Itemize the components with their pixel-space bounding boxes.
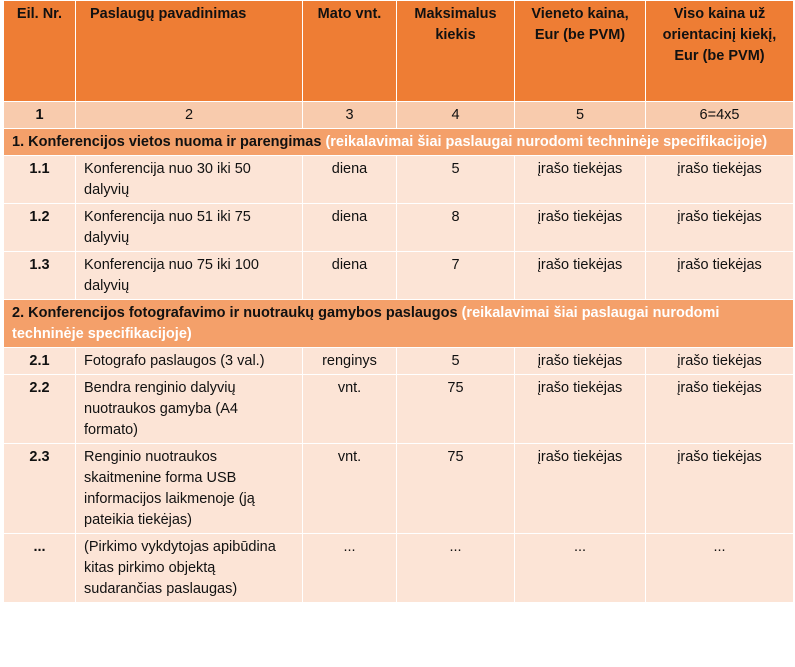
row-price: ... xyxy=(515,534,646,603)
row-total: įrašo tiekėjas xyxy=(646,204,794,252)
header-unit: Mato vnt. xyxy=(303,1,397,102)
table-row xyxy=(4,204,794,252)
row-unit: diena xyxy=(303,204,397,252)
row-total: įrašo tiekėjas xyxy=(646,444,794,534)
header-total-price: Viso kaina už orientacinį kiekį, Eur (be PVM) xyxy=(646,1,794,102)
section-heading xyxy=(4,300,794,348)
row-name: Renginio nuotraukos skaitmenine forma USB informacijos laikmenoje (ją pateikia tiekėjas) xyxy=(76,444,303,534)
section-title: 2. Konferencijos fotografavimo ir nuotraukų gamybos paslaugos xyxy=(12,305,458,321)
row-unit: diena xyxy=(303,252,397,300)
row-quantity: 5 xyxy=(397,156,515,204)
row-price: įrašo tiekėjas xyxy=(515,375,646,444)
row-quantity: 75 xyxy=(397,375,515,444)
row-price: įrašo tiekėjas xyxy=(515,252,646,300)
services-table xyxy=(3,0,794,603)
row-name: (Pirkimo vykdytojas apibūdina kitas pirkimo objektą sudarančias paslaugas) xyxy=(76,534,303,603)
row-unit: vnt. xyxy=(303,444,397,534)
column-number-row xyxy=(4,102,794,129)
row-quantity: 5 xyxy=(397,348,515,375)
row-name: Konferencija nuo 51 iki 75 dalyvių xyxy=(76,204,303,252)
row-quantity: 7 xyxy=(397,252,515,300)
row-quantity: 75 xyxy=(397,444,515,534)
section-heading xyxy=(4,129,794,156)
row-unit: vnt. xyxy=(303,375,397,444)
column-number: 6=4x5 xyxy=(646,102,794,129)
row-total: įrašo tiekėjas xyxy=(646,375,794,444)
column-number: 4 xyxy=(397,102,515,129)
row-id: 2.3 xyxy=(4,444,76,534)
row-price: įrašo tiekėjas xyxy=(515,444,646,534)
header-index: Eil. Nr. xyxy=(4,1,76,102)
column-number: 2 xyxy=(76,102,303,129)
row-name: Konferencija nuo 30 iki 50 dalyvių xyxy=(76,156,303,204)
row-name: Bendra renginio dalyvių nuotraukos gamyba (A4 formato) xyxy=(76,375,303,444)
row-name: Konferencija nuo 75 iki 100 dalyvių xyxy=(76,252,303,300)
row-quantity: ... xyxy=(397,534,515,603)
column-number: 5 xyxy=(515,102,646,129)
row-unit: diena xyxy=(303,156,397,204)
row-total: įrašo tiekėjas xyxy=(646,348,794,375)
row-id: ... xyxy=(4,534,76,603)
table-row xyxy=(4,252,794,300)
row-unit: renginys xyxy=(303,348,397,375)
row-price: įrašo tiekėjas xyxy=(515,348,646,375)
header-max-quantity: Maksimalus kiekis xyxy=(397,1,515,102)
table-row xyxy=(4,348,794,375)
row-price: įrašo tiekėjas xyxy=(515,204,646,252)
column-number: 3 xyxy=(303,102,397,129)
row-quantity: 8 xyxy=(397,204,515,252)
row-price: įrašo tiekėjas xyxy=(515,156,646,204)
row-unit: ... xyxy=(303,534,397,603)
section-title: 1. Konferencijos vietos nuoma ir parengimas xyxy=(12,134,322,150)
header-unit-price: Vieneto kaina, Eur (be PVM) xyxy=(515,1,646,102)
row-id: 1.3 xyxy=(4,252,76,300)
row-id: 2.1 xyxy=(4,348,76,375)
section-hint: (reikalavimai šiai paslaugai nurodomi techninėje specifikacijoje) xyxy=(12,305,720,342)
row-total: įrašo tiekėjas xyxy=(646,156,794,204)
row-id: 1.1 xyxy=(4,156,76,204)
table-row xyxy=(4,375,794,444)
section-row xyxy=(4,129,794,156)
section-row xyxy=(4,300,794,348)
header-row xyxy=(4,1,794,102)
row-name: Fotografo paslaugos (3 val.) xyxy=(76,348,303,375)
row-id: 2.2 xyxy=(4,375,76,444)
header-service-name: Paslaugų pavadinimas xyxy=(76,1,303,102)
section-hint: (reikalavimai šiai paslaugai nurodomi techninėje specifikacijoje) xyxy=(325,134,768,150)
table-row xyxy=(4,156,794,204)
row-total: įrašo tiekėjas xyxy=(646,252,794,300)
column-number: 1 xyxy=(4,102,76,129)
row-total: ... xyxy=(646,534,794,603)
row-id: 1.2 xyxy=(4,204,76,252)
table-row xyxy=(4,534,794,603)
table-row xyxy=(4,444,794,534)
